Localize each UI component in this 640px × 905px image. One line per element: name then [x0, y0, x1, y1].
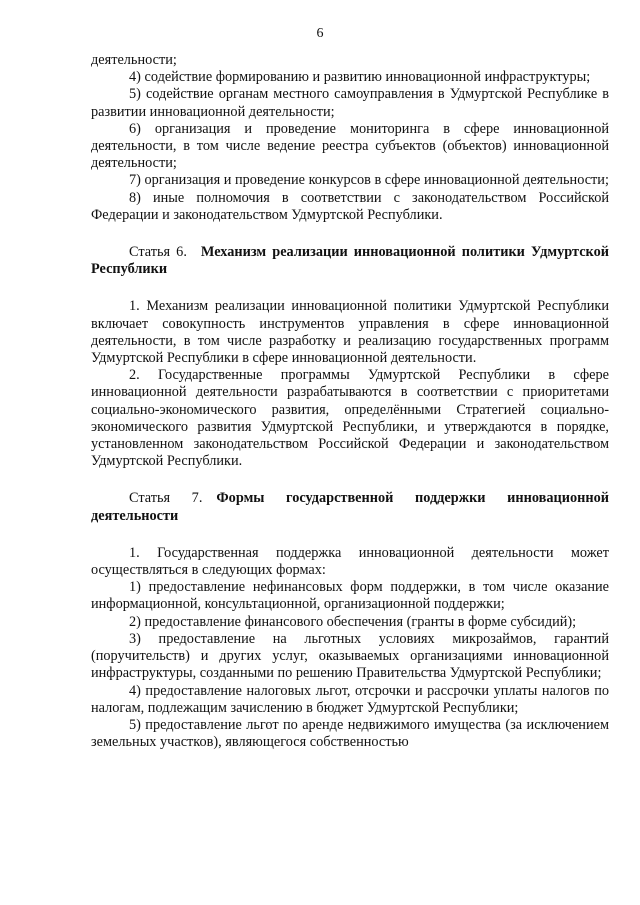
list-item: 6) организация и проведение мониторинга в сфере инновационной деятельности, в том числе ведение реестра субъектов (объектов) инновационной деятельности;: [91, 120, 609, 172]
list-item: 7) организация и проведение конкурсов в сфере инновационной деятельности;: [129, 172, 609, 189]
list-item: 5) содействие органам местного самоуправления в Удмуртской Республике в развитии инновационной деятельности;: [91, 86, 609, 120]
list-item: 5) предоставление льгот по аренде недвижимого имущества (за исключением земельных участков), являющегося собственностью: [91, 716, 609, 751]
article-6-title: Механизм реализации инновационной политики Удмуртской Республики: [91, 244, 609, 278]
paragraph: 1. Механизм реализации инновационной политики Удмуртской Республики включает совокупность инструментов управления в сфере инновационной деятельности, в том числе разработку и реализацию государственных программ Удмуртской Республики в сфере инновационной деятельности.: [91, 298, 609, 367]
paragraph: деятельности;: [91, 52, 177, 68]
list-item: 4) предоставление налоговых льгот, отсрочки и рассрочки уплаты налогов по налогам, подлежащим зачислению в бюджет Удмуртской Республики;: [91, 682, 609, 716]
article-7-title: Формы государственной поддержки инновационной деятельности: [91, 490, 609, 524]
paragraph: 1. Государственная поддержка инновационной деятельности может осуществляться в следующих формах:: [91, 544, 609, 579]
list-item: 4) содействие формированию и развитию инновационной инфраструктуры;: [129, 69, 591, 86]
list-item: 8) иные полномочия в соответствии с законодательством Российской Федерации и законодательством Удмуртской Республики.: [91, 189, 609, 223]
article-7-label: Статья 7.: [129, 490, 203, 507]
article-7-heading: [91, 490, 609, 524]
document-body: [91, 52, 609, 751]
list-item: 1) предоставление нефинансовых форм поддержки, в том числе оказание информационной, консультационной, организационной поддержки;: [91, 579, 609, 613]
list-item: 2) предоставление финансового обеспечения (гранты в форме субсидий);: [129, 613, 577, 630]
article-6-heading: [91, 244, 609, 278]
list-item: 3) предоставление на льготных условиях микрозаймов, гарантий (поручительств) и других услуг, оказываемых организациями инновационной инфраструктуры, созданными по решению Правительства Удмуртской Республики;: [91, 630, 609, 682]
page-number: 6: [316, 26, 324, 41]
paragraph: 2. Государственные программы Удмуртской Республики в сфере инновационной деятельности разрабатываются в соответствии с приоритетами социально-экономического развития, определёнными Стратегией социально-экономического развития Удмуртской Республики, и утверждаются в порядке, установленном законодательством Российской Федерации и законодательством Удмуртской Республики.: [91, 367, 609, 470]
article-6-label: Статья 6.: [129, 244, 187, 261]
